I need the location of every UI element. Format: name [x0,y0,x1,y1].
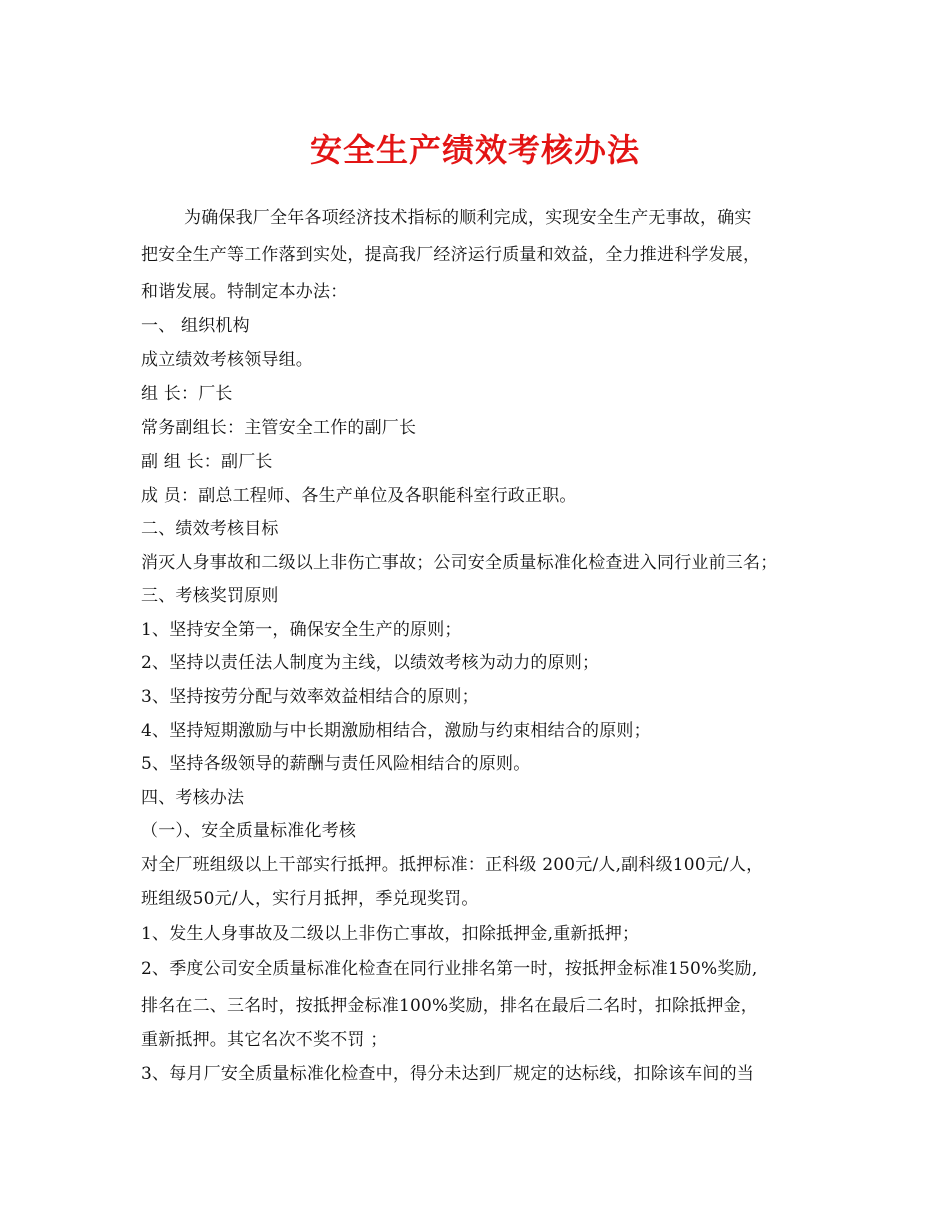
paragraph-line: 副 组 长：副厂长 [141,452,273,472]
paragraph-line: 消灭人身事故和二级以上非伤亡事故；公司安全质量标准化检查进入同行业前三名； [141,553,778,573]
list-item: 1、坚持安全第一，确保安全生产的原则； [141,620,462,640]
list-item: 2、坚持以责任法人制度为主线，以绩效考核为动力的原则； [141,653,600,673]
section-heading: 四、考核办法 [141,788,245,808]
paragraph-line: 重新抵押。其它名次不奖不罚 ； [141,1030,388,1050]
document-title: 安全生产绩效考核办法 [309,131,640,169]
paragraph-line: 成 员：副总工程师、各生产单位及各职能科室行政正职。 [141,486,577,506]
list-item: 5、坚持各级领导的薪酬与责任风险相结合的原则。 [141,754,531,774]
list-item: 3、每月厂安全质量标准化检查中，得分未达到厂规定的达标线，扣除该车间的当 [141,1064,755,1084]
list-item: 3、坚持按劳分配与效率效益相结合的原则； [141,687,479,707]
paragraph-line: 常务副组长：主管安全工作的副厂长 [141,418,417,438]
paragraph-line: 成立绩效考核领导组。 [141,350,313,370]
section-heading: 一、 组织机构 [141,316,250,336]
paragraph-line: 把安全生产等工作落到实处，提高我厂经济运行质量和效益，全力推进科学发展， [141,245,761,265]
paragraph-line: 组 长：厂长 [141,384,233,404]
list-item: 1、发生人身事故及二级以上非伤亡事故，扣除抵押金,重新抵押； [141,924,640,944]
paragraph-line: 为确保我厂全年各项经济技术指标的顺利完成，实现安全生产无事故，确实 [184,208,752,228]
list-item: 4、坚持短期激励与中长期激励相结合，激励与约束相结合的原则； [141,721,651,741]
paragraph-line: 班组级50元/人，实行月抵押，季兑现奖罚。 [141,889,479,909]
subsection-heading: （一）、安全质量标准化考核 [141,821,357,841]
section-heading: 三、考核奖罚原则 [141,586,279,606]
section-heading: 二、绩效考核目标 [141,519,279,539]
paragraph-line: 和谐发展。特制定本办法： [141,282,348,302]
paragraph-line: 排名在二、三名时，按抵押金标准100%奖励，排名在最后二名时，扣除抵押金， [141,996,758,1016]
list-item: 2、季度公司安全质量标准化检查在同行业排名第一时，按抵押金标准150%奖励, [141,959,758,979]
paragraph-line: 对全厂班组级以上干部实行抵押。抵押标准：正科级 200元/人,副科级100元/人， [141,855,764,875]
